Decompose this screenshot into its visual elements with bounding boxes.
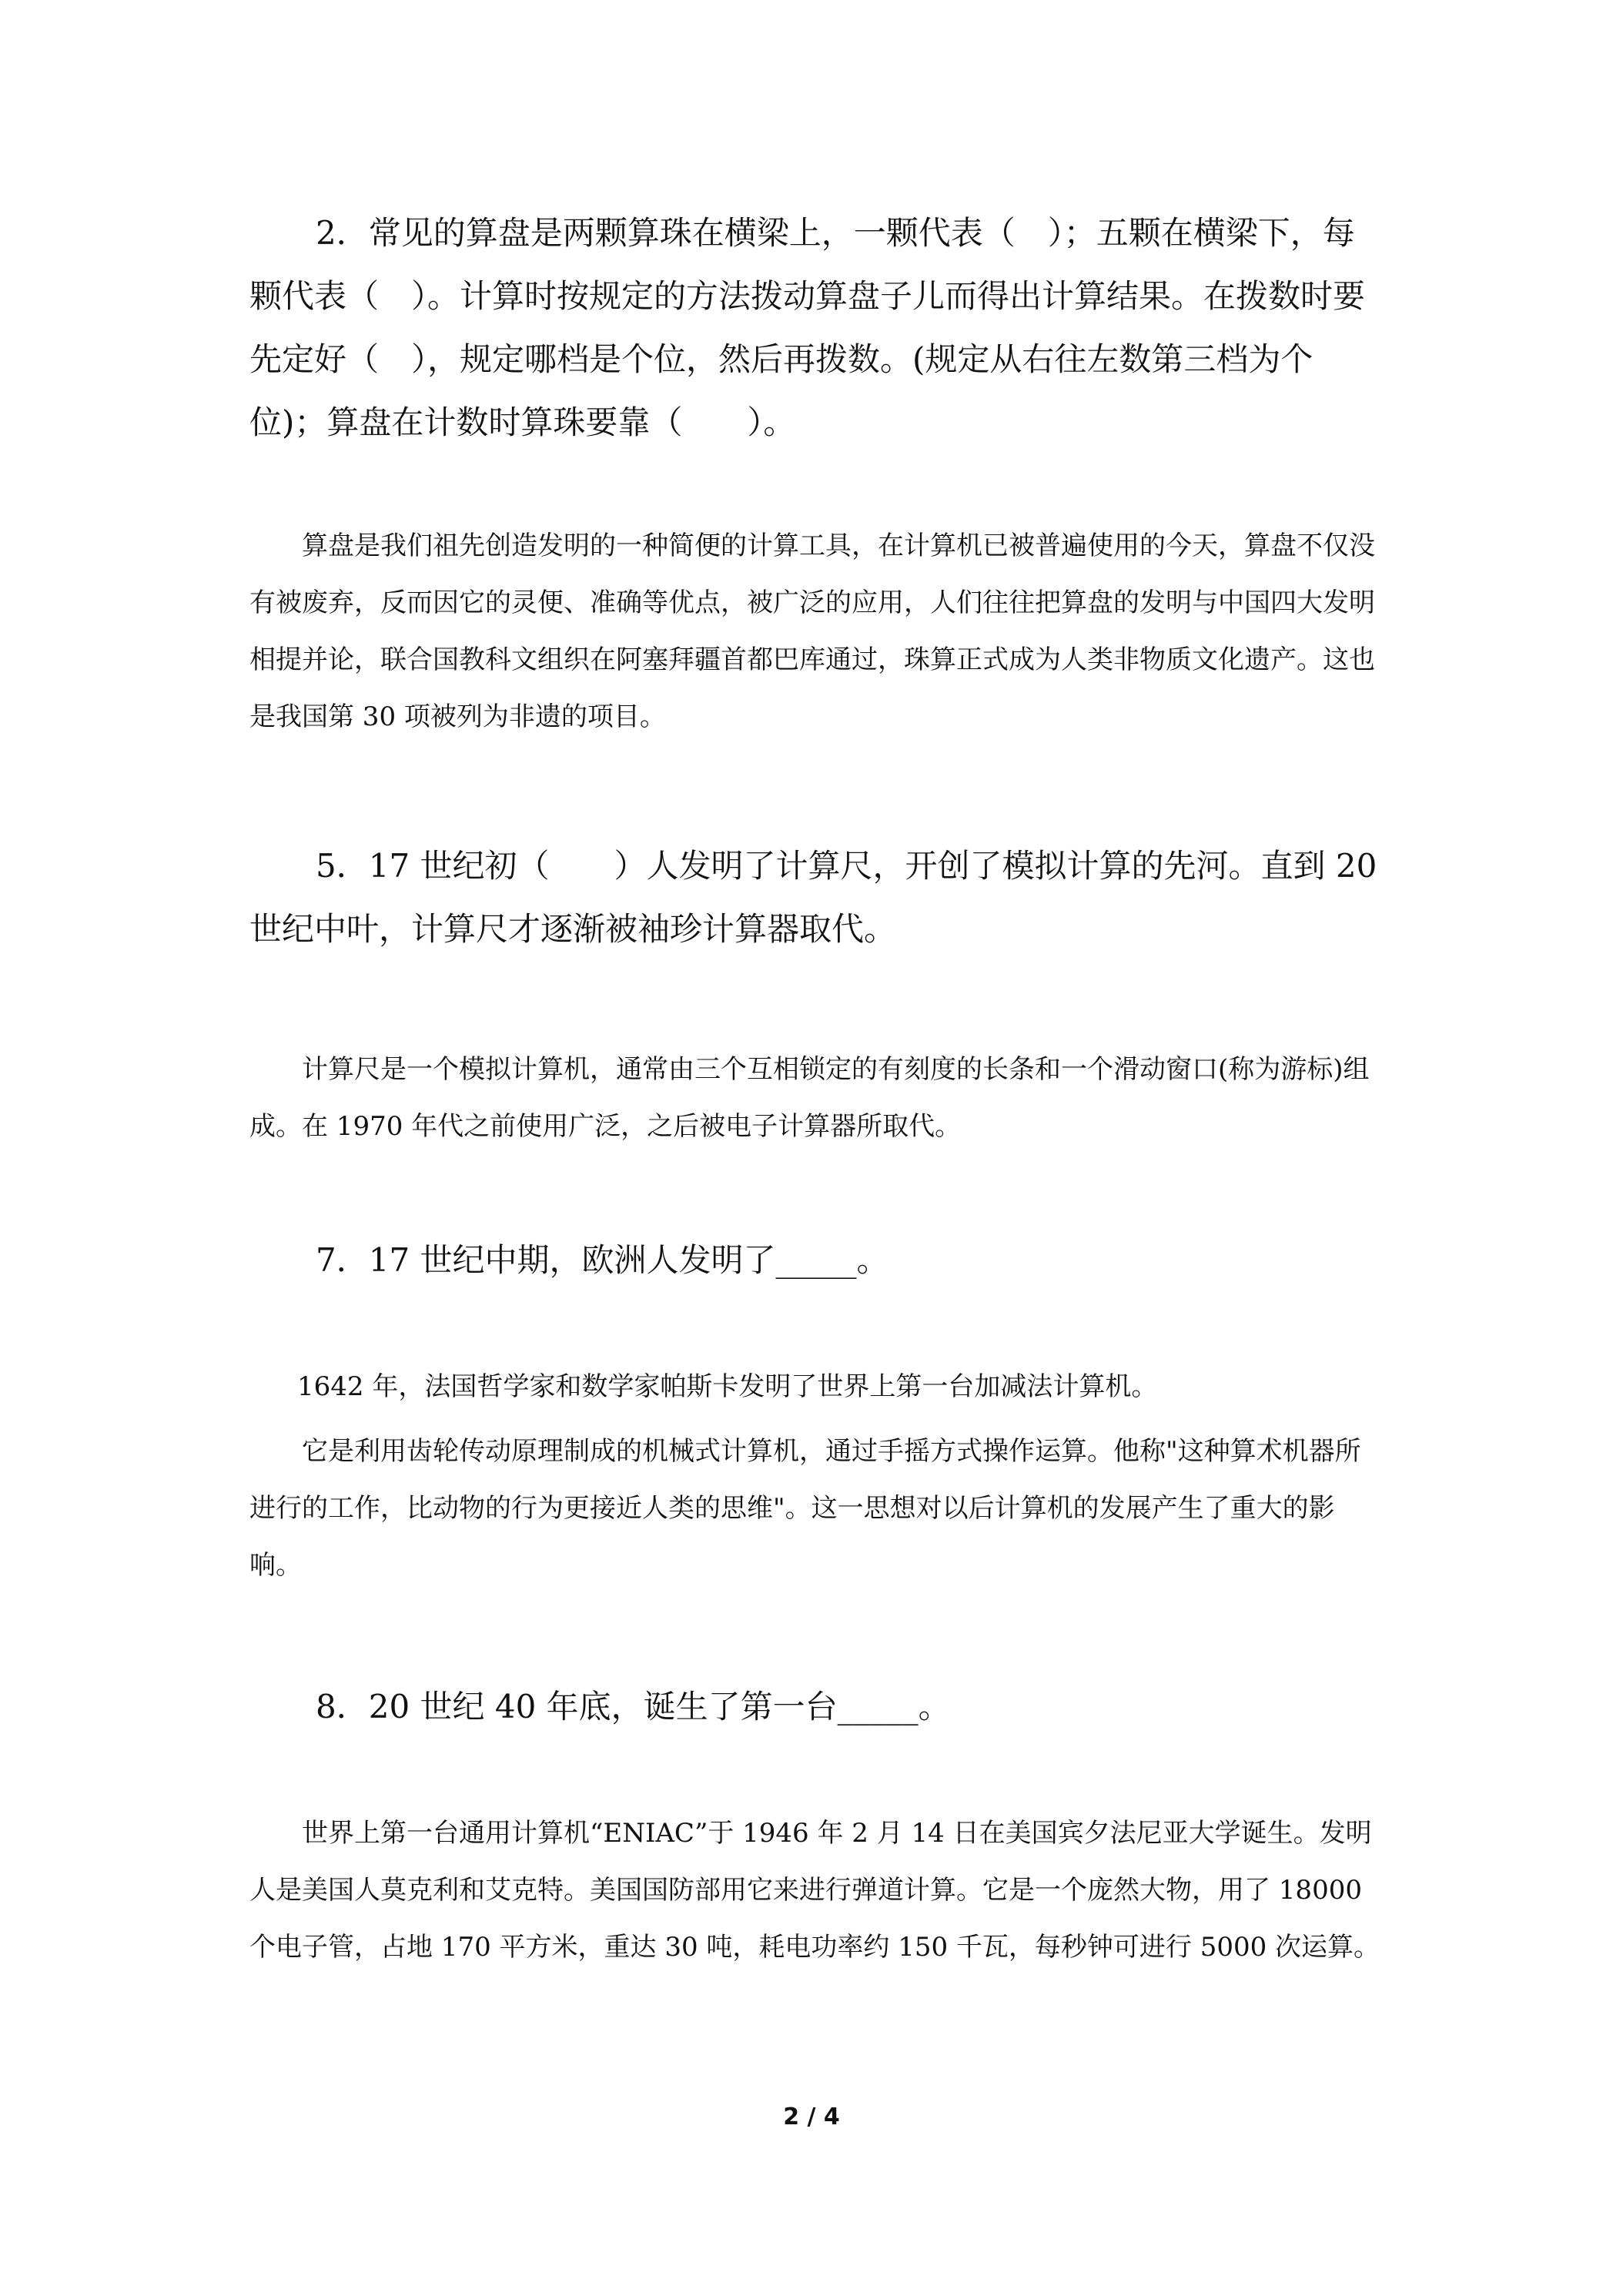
answer-7-line-2: 它是利用齿轮传动原理制成的机械式计算机，通过手摇方式操作运算。他称"这种算术机器所进行的工作，比动物的行为更接近人类的思维"。这一思想对以后计算机的发展产生了重大的影响。 <box>249 1436 1361 1581</box>
answer-7-line-1: 1642 年，法国哲学家和数学家帕斯卡发明了世界上第一台加减法计算机。 <box>297 1371 1158 1402</box>
answer-8: 世界上第一台通用计算机“ENIAC”于 1946 年 2 月 14 日在美国宾夕法尼亚大学诞生。发明人是美国人莫克利和艾克特。美国国防部用它来进行弹道计算。它是一个庞然大物，用了 18000 个电子管，占地 170 平方米，重达 30 吨，耗电功率约 150 千瓦，每秒钟可进行 5000 次运算。 <box>249 1818 1380 1963</box>
question-2: 2．常见的算盘是两颗算珠在横梁上，一颗代表（ ）；五颗在横梁下，每颗代表（ ）。计算时按规定的方法拨动算盘子儿而得出计算结果。在拨数时要先定好（ ），规定哪档是个位，然后再拨数。(规定从右往左数第三档为个位)；算盘在计数时算珠要靠（ ）。 <box>249 214 1366 441</box>
page-number: 2 / 4 <box>783 2104 840 2130</box>
answer-5: 计算尺是一个模拟计算机，通常由三个互相锁定的有刻度的长条和一个滑动窗口(称为游标)组成。在 1970 年代之前使用广泛，之后被电子计算器所取代。 <box>249 1054 1370 1142</box>
question-7: 7．17 世纪中期，欧洲人发明了_____。 <box>316 1241 889 1279</box>
answer-2: 算盘是我们祖先创造发明的一种简便的计算工具，在计算机已被普遍使用的今天，算盘不仅没有被废弃，反而因它的灵便、准确等优点，被广泛的应用，人们往往把算盘的发明与中国四大发明相提并论，联合国教科文组织在阿塞拜疆首都巴库通过，珠算正式成为人类非物质文化遗产。这也是我国第 30 项被列为非遗的项目。 <box>249 530 1375 732</box>
question-8: 8．20 世纪 40 年底，诞生了第一台_____。 <box>316 1688 951 1725</box>
question-5: 5．17 世纪初（ ）人发明了计算尺，开创了模拟计算的先河。直到 20 世纪中叶，计算尺才逐渐被袖珍计算器取代。 <box>249 847 1377 948</box>
